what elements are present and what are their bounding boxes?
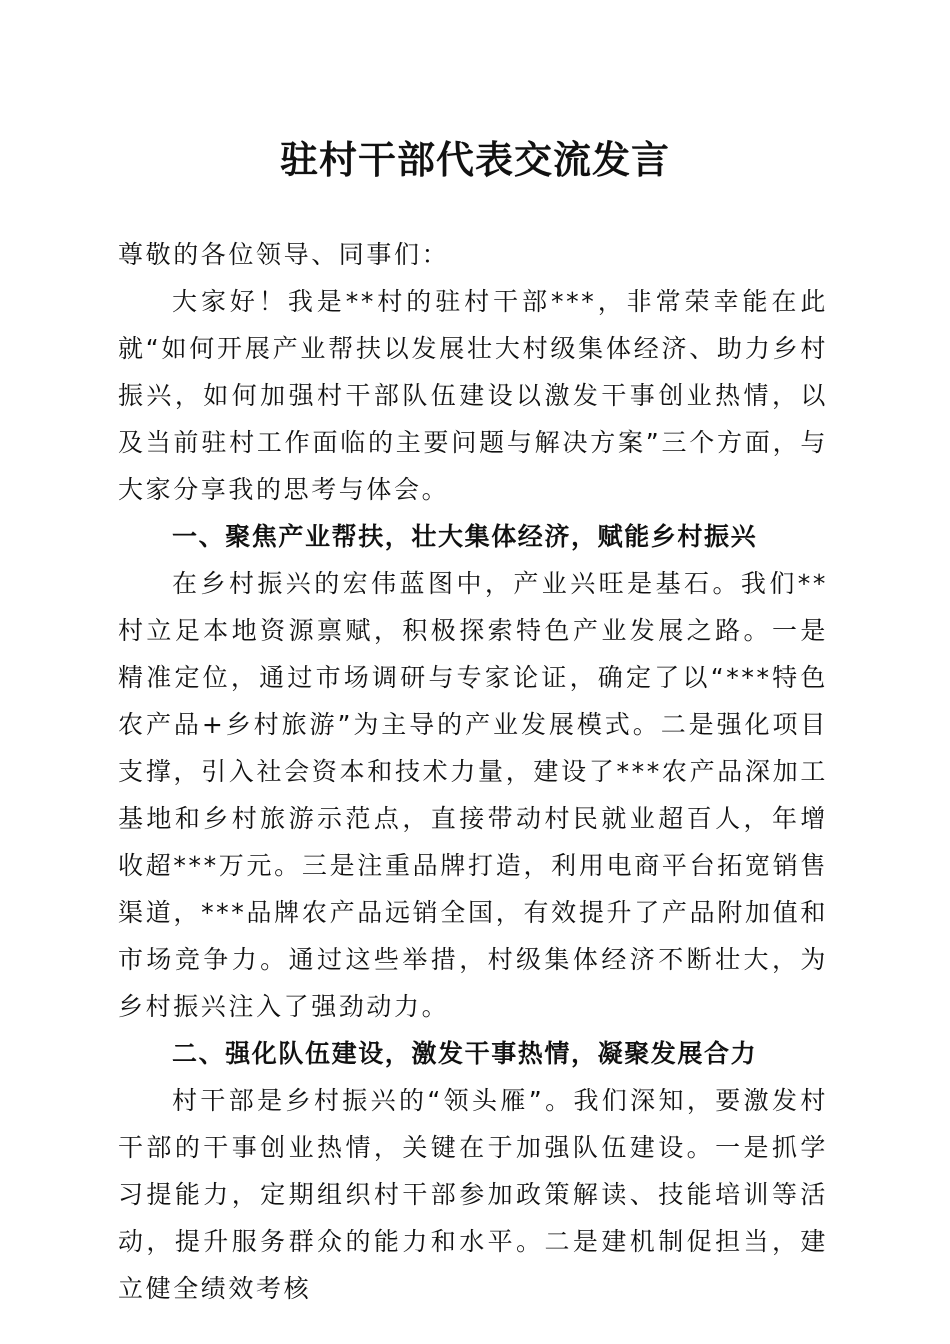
section-1-paragraph: 在乡村振兴的宏伟蓝图中，产业兴旺是基石。我们**村立足本地资源禀赋，积极探索特色产业发展之路。一是精准定位，通过市场调研与专家论证，确定了以“***特色农产品+乡村旅游”为主导的产业发展模式。二是强化项目支撑，引入社会资本和技术力量，建设了***农产品深加工基地和乡村旅游示范点，直接带动村民就业超百人，年增收超***万元。三是注重品牌打造，利用电商平台拓宽销售渠道，***品牌农产品远销全国，有效提升了产品附加值和市场竞争力。通过这些举措，村级集体经济不断壮大，为乡村振兴注入了强劲动力。 [118,569,828,1021]
section-1-heading: 一、聚焦产业帮扶，壮大集体经济，赋能乡村振兴 [172,522,758,551]
section-2-heading: 二、强化队伍建设，激发干事热情，凝聚发展合力 [172,1039,758,1068]
document-title: 驻村干部代表交流发言 [279,137,670,182]
salutation: 尊敬的各位领导、同事们： [118,240,450,269]
section-2-paragraph: 村干部是乡村振兴的“领头雁”。我们深知，要激发村干部的干事创业热情，关键在于加强队伍建设。一是抓学习提能力，定期组织村干部参加政策解读、技能培训等活动，提升服务群众的能力和水平。二是建机制促担当，建立健全绩效考核 [118,1086,828,1303]
intro-paragraph: 大家好！我是**村的驻村干部***，非常荣幸能在此就“如何开展产业帮扶以发展壮大村级集体经济、助力乡村振兴，如何加强村干部队伍建设以激发干事创业热情，以及当前驻村工作面临的主要问题与解决方案”三个方面，与大家分享我的思考与体会。 [118,287,828,504]
document-body [118,231,828,1312]
